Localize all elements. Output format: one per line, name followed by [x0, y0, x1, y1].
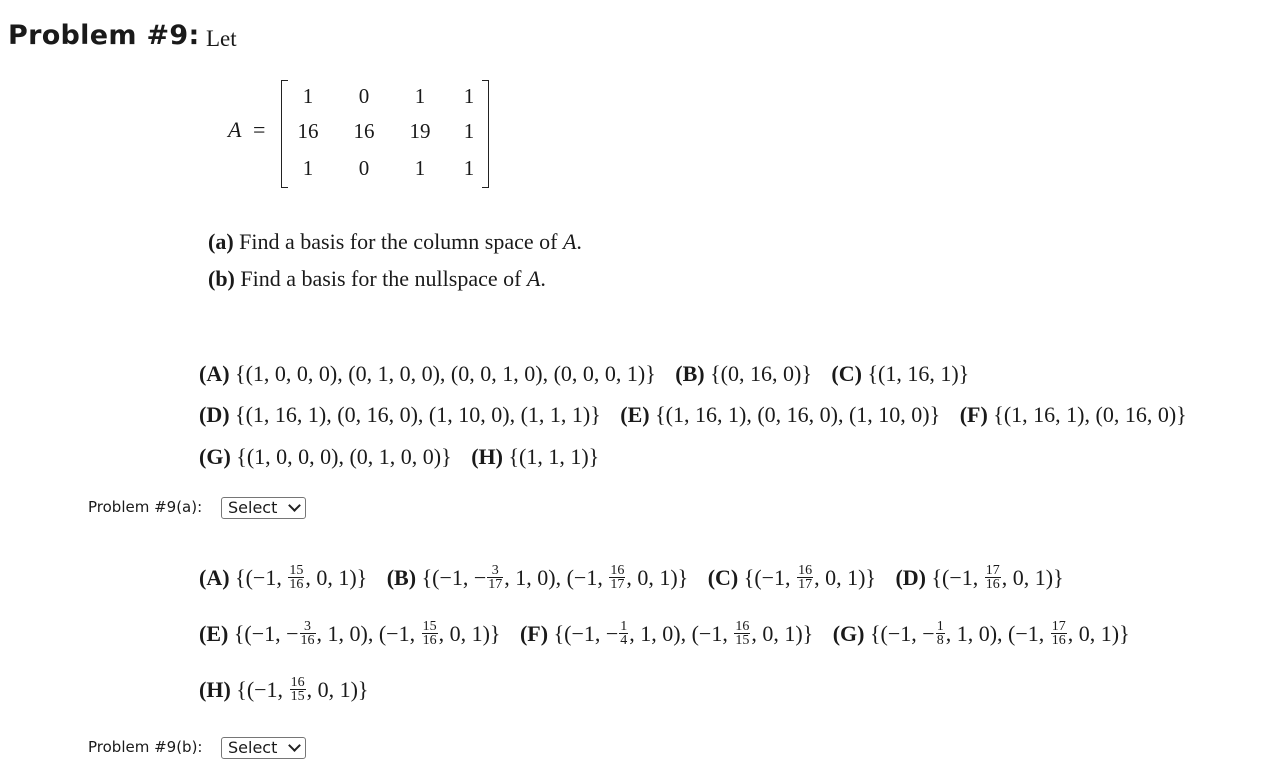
- fraction: $\frac{1}{8}$: [936, 619, 944, 649]
- part-b-question: [208, 266, 546, 292]
- matrix-label: A: [228, 117, 242, 142]
- choice-b-A: (A) {(−1, $\frac{15}{16}$ , 0, 1)}: [199, 563, 368, 593]
- problem-title: Problem #9:: [8, 20, 200, 51]
- chevron-down-icon: [288, 499, 301, 512]
- choice-a-G: (G) {(1, 0, 0, 0), (0, 1, 0, 0)}: [199, 444, 452, 469]
- choices-b-row-2: [199, 621, 1130, 649]
- choice-b-E: (E) {(−1, − $\frac{3}{16}$ , 1, 0), (−1, $\frac{15}{16}$ , 0, 1)}: [199, 619, 501, 649]
- part-a-question: [208, 229, 582, 255]
- fraction: $\frac{17}{16}$: [985, 563, 1000, 593]
- part-b-var: A: [526, 266, 541, 291]
- fraction: $\frac{16}{17}$: [798, 563, 813, 593]
- matrix-cell: 19: [409, 119, 431, 143]
- choice-a-D: (D) {(1, 16, 1), (0, 16, 0), (1, 10, 0), (1, 1, 1)}: [199, 402, 601, 427]
- matrix-cell: 1: [414, 84, 426, 108]
- fraction: $\frac{3}{16}$: [300, 619, 315, 649]
- choice-b-F: (F) {(−1, − $\frac{1}{4}$ , 1, 0), (−1, $\frac{16}{15}$ , 0, 1)}: [519, 619, 814, 649]
- choices-b-row-3: [199, 677, 382, 705]
- matrix-equals: =: [253, 117, 266, 142]
- choice-a-F: (F) {(1, 16, 1), (0, 16, 0)}: [959, 402, 1187, 427]
- matrix-cell: 1: [463, 84, 475, 108]
- fraction: $\frac{16}{17}$: [610, 563, 625, 593]
- part-b-end: .: [540, 266, 546, 291]
- matrix-cell: 16: [353, 119, 375, 143]
- part-a-end: .: [576, 229, 582, 254]
- answer-b-select[interactable]: [221, 737, 306, 759]
- matrix-cell: 1: [302, 156, 314, 180]
- choice-b-H: (H) {(−1, $\frac{16}{15}$ , 0, 1)}: [199, 675, 369, 705]
- choice-a-H: (H) {(1, 1, 1)}: [471, 444, 600, 469]
- problem-intro: Let: [206, 26, 237, 51]
- answer-a-select[interactable]: [221, 497, 306, 519]
- fraction: $\frac{15}{16}$: [422, 619, 437, 649]
- choices-a-row-2: [199, 402, 1187, 428]
- fraction: $\frac{1}{4}$: [620, 619, 628, 649]
- answer-b-select-value: Select: [228, 738, 278, 757]
- answer-a-label: Problem #9(a):: [88, 498, 203, 516]
- fraction: $\frac{16}{15}$: [290, 675, 305, 705]
- fraction: $\frac{15}{16}$: [289, 563, 304, 593]
- part-a-var: A: [562, 229, 577, 254]
- matrix-cell: 0: [358, 84, 370, 108]
- matrix-cell: 1: [414, 156, 426, 180]
- answer-a-select-value: Select: [228, 498, 278, 517]
- choices-a-row-3: [199, 444, 613, 470]
- fraction: $\frac{3}{17}$: [488, 563, 503, 593]
- fraction: $\frac{16}{15}$: [735, 619, 750, 649]
- part-b-text: Find a basis for the nullspace of: [240, 266, 522, 291]
- matrix-cell: 16: [297, 119, 319, 143]
- choices-a-row-1: [199, 361, 983, 387]
- matrix-cell: 1: [302, 84, 314, 108]
- choice-a-C: (C) {(1, 16, 1)}: [831, 361, 970, 386]
- choice-a-B: (B) {(0, 16, 0)}: [675, 361, 812, 386]
- choices-b-row-1: [199, 565, 1078, 593]
- fraction: $\frac{17}{16}$: [1051, 619, 1066, 649]
- part-a-text: Find a basis for the column space of: [239, 229, 558, 254]
- choice-b-G: (G) {(−1, − $\frac{1}{8}$ , 1, 0), (−1, $\frac{17}{16}$ , 0, 1)}: [832, 619, 1130, 649]
- matrix-cell: 1: [463, 119, 475, 143]
- choice-b-D: (D) {(−1, $\frac{17}{16}$ , 0, 1)}: [895, 563, 1064, 593]
- choice-a-A: (A) {(1, 0, 0, 0), (0, 1, 0, 0), (0, 0, 1, 0), (0, 0, 0, 1)}: [199, 361, 656, 386]
- chevron-down-icon: [288, 739, 301, 752]
- choice-b-C: (C) {(−1, $\frac{16}{17}$ , 0, 1)}: [707, 563, 876, 593]
- choice-b-B: (B) {(−1, − $\frac{3}{17}$ , 1, 0), (−1, $\frac{16}{17}$ , 0, 1)}: [386, 563, 689, 593]
- matrix-cell: 0: [358, 156, 370, 180]
- matrix-cell: 1: [463, 156, 475, 180]
- answer-b-label: Problem #9(b):: [88, 738, 203, 756]
- part-a-label: (a): [208, 229, 234, 254]
- choice-a-E: (E) {(1, 16, 1), (0, 16, 0), (1, 10, 0)}: [620, 402, 941, 427]
- part-b-label: (b): [208, 266, 235, 291]
